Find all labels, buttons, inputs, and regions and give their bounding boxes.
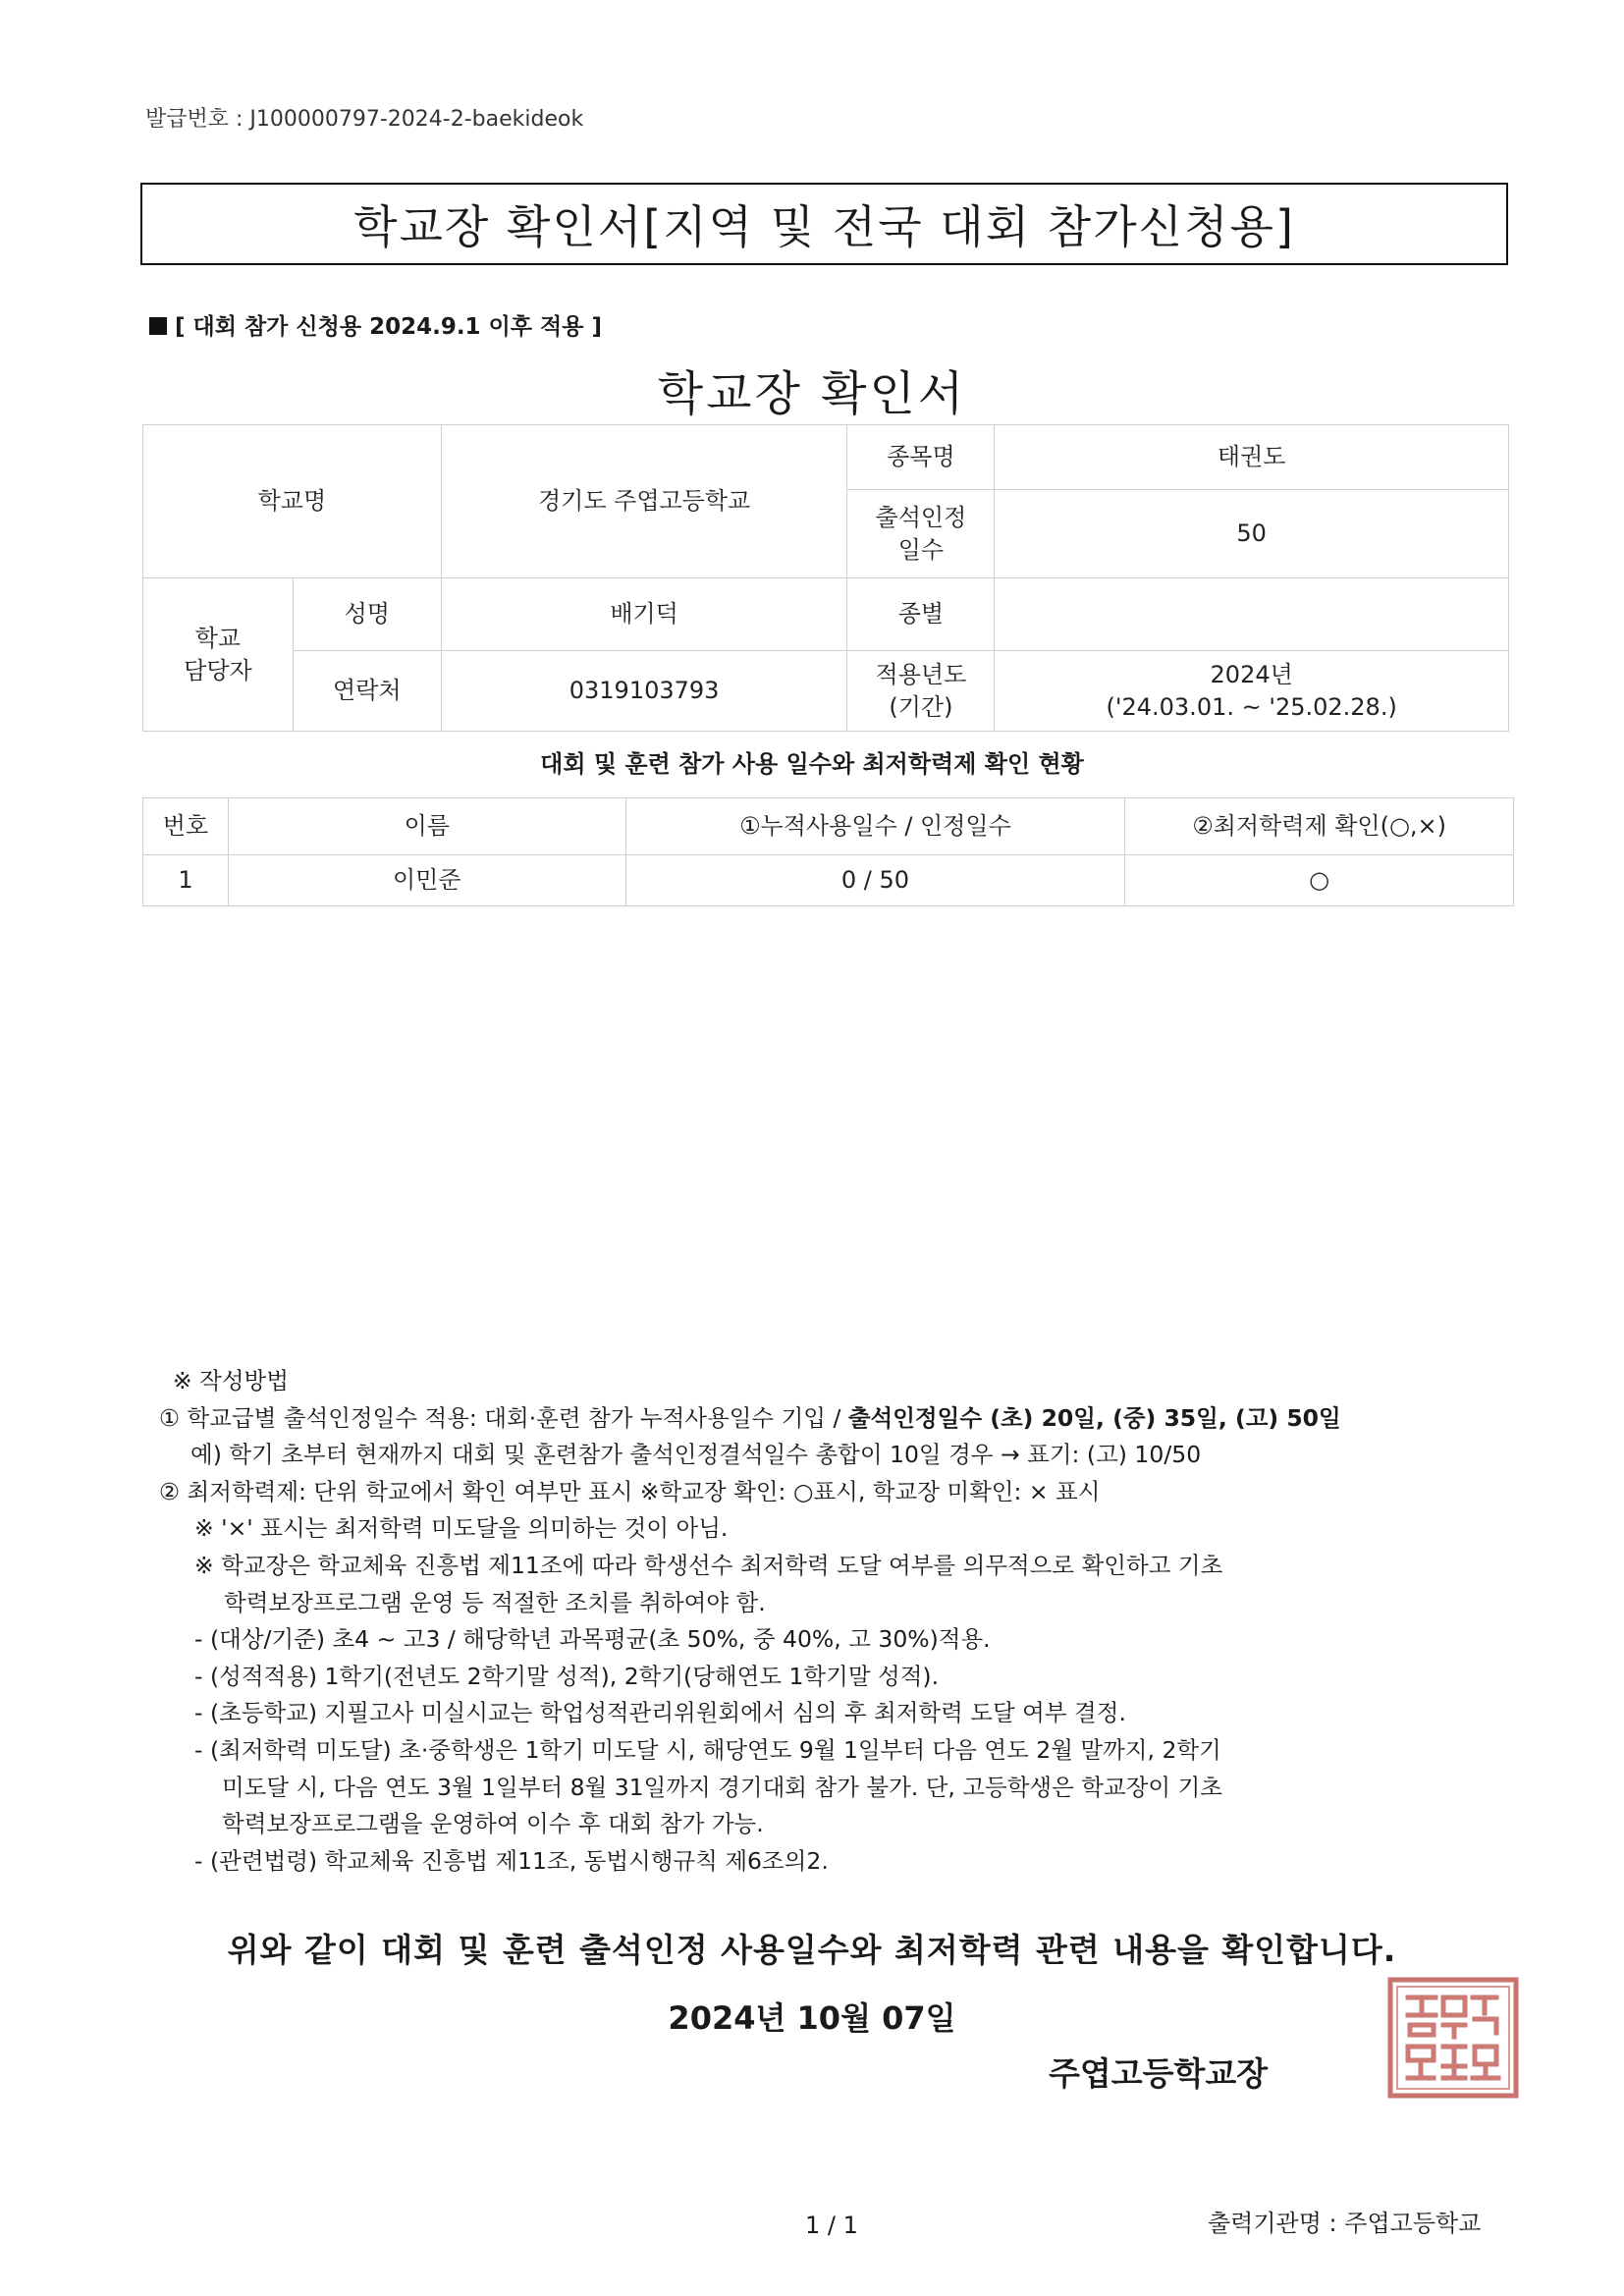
row-days: 0 / 50 [625, 855, 1125, 906]
guide-line: - (대상/기준) 초4 ~ 고3 / 해당학년 과목평균(초 50%, 중 40%, 고 30%)적용. [194, 1625, 991, 1654]
writing-guide [159, 1363, 1534, 1880]
apply-note-text: [ 대회 참가 신청용 2024.9.1 이후 적용 ] [175, 314, 602, 340]
name-value: 배기덕 [441, 578, 847, 651]
year-value: 2024년 ('24.03.01. ~ '25.02.28.) [995, 651, 1509, 732]
school-info-table [142, 424, 1509, 732]
guide-line: - (초등학교) 지필고사 미실시교는 학업성적관리위원회에서 심의 후 최저학력 도달 여부 결정. [194, 1699, 1126, 1727]
contact-value: 0319103793 [441, 651, 847, 732]
school-label: 학교명 [143, 425, 442, 578]
output-organization: 출력기관명 : 주엽고등학교 [1208, 2210, 1482, 2237]
row-name: 이민준 [228, 855, 625, 906]
year-label: 적용년도 (기간) [847, 651, 995, 732]
guide-line: 학력보장프로그램을 운영하여 이수 후 대회 참가 가능. [222, 1810, 764, 1838]
guide-line: - (관련법령) 학교체육 진흥법 제11조, 동법시행규칙 제6조의2. [194, 1846, 829, 1875]
guide-line: 미도달 시, 다음 연도 3월 1일부터 8월 31일까지 경기대회 참가 불가. 단, 고등학생은 학교장이 기초 [222, 1773, 1222, 1801]
guide-line: 예) 학기 초부터 현재까지 대회 및 훈련참가 출석인정결석일수 총합이 10일 경우 → 표기: (고) 10/50 [190, 1441, 1202, 1469]
contact-label: 연락처 [293, 651, 441, 732]
status-header-row [143, 798, 1514, 855]
guide-line: ② 최저학력제: 단위 학교에서 확인 여부만 표시 ※학교장 확인: ○표시, 학교장 미확인: × 표시 [159, 1477, 1101, 1505]
attend-days-value: 50 [995, 490, 1509, 578]
sub-title: 학교장 확인서 [657, 366, 967, 421]
name-label: 성명 [293, 578, 441, 651]
status-table [142, 797, 1514, 906]
sport-value: 태권도 [995, 425, 1509, 490]
row-no: 1 [143, 855, 229, 906]
attend-days-label: 출석인정 일수 [847, 490, 995, 578]
table-row [143, 855, 1514, 906]
status-title: 대회 및 훈련 참가 사용 일수와 최저학력제 확인 현황 [540, 750, 1084, 778]
type-value [995, 578, 1509, 651]
document-title: 학교장 확인서[지역 및 전국 대회 참가신청용] [140, 183, 1508, 265]
guide-line: - (최저학력 미도달) 초·중학생은 1학기 미도달 시, 해당연도 9월 1일부터 다음 연도 2월 말까지, 2학기 [194, 1735, 1221, 1764]
manager-label: 학교 담당자 [143, 578, 294, 732]
principal-name: 주엽고등학교장 [1049, 2054, 1269, 2093]
guide-line: ※ 학교장은 학교체육 진흥법 제11조에 따라 학생선수 최저학력 도달 여부를 의무적으로 확인하고 기초 [194, 1551, 1223, 1579]
row-check: ○ [1125, 855, 1514, 906]
guide-line: ① 학교급별 출석인정일수 적용: 대회·훈련 참가 누적사용일수 기입 / 출석인정일수 (초) 20일, (중) 35일, (고) 50일 [159, 1403, 1341, 1432]
issue-date: 2024년 10월 07일 [668, 1999, 956, 2037]
school-value: 경기도 주엽고등학교 [441, 425, 847, 578]
apply-note [149, 308, 602, 341]
guide-line: 학력보장프로그램 운영 등 적절한 조치를 취하여야 함. [224, 1588, 766, 1616]
confirm-statement: 위와 같이 대회 및 훈련 출석인정 사용일수와 최저학력 관련 내용을 확인합니다. [227, 1931, 1397, 1969]
guide-line: ※ '×' 표시는 최저학력 미도달을 의미하는 것이 아님. [194, 1514, 729, 1543]
guide-line: - (성적적용) 1학기(전년도 2학기말 성적), 2학기(당해연도 1학기말 성적). [194, 1662, 940, 1690]
header-no: 번호 [143, 798, 229, 855]
header-name: 이름 [228, 798, 625, 855]
type-label: 종별 [847, 578, 995, 651]
header-days: ①누적사용일수 / 인정일수 [625, 798, 1125, 855]
principal-seal-stamp [1386, 1976, 1520, 2100]
black-square-icon [149, 317, 167, 335]
issue-number: 발급번호 : J100000797-2024-2-baekideok [145, 107, 584, 132]
page-number: 1 / 1 [805, 2212, 858, 2239]
sport-label: 종목명 [847, 425, 995, 490]
guide-heading: ※ 작성방법 [173, 1367, 289, 1394]
header-check: ②최저학력제 확인(○,×) [1125, 798, 1514, 855]
